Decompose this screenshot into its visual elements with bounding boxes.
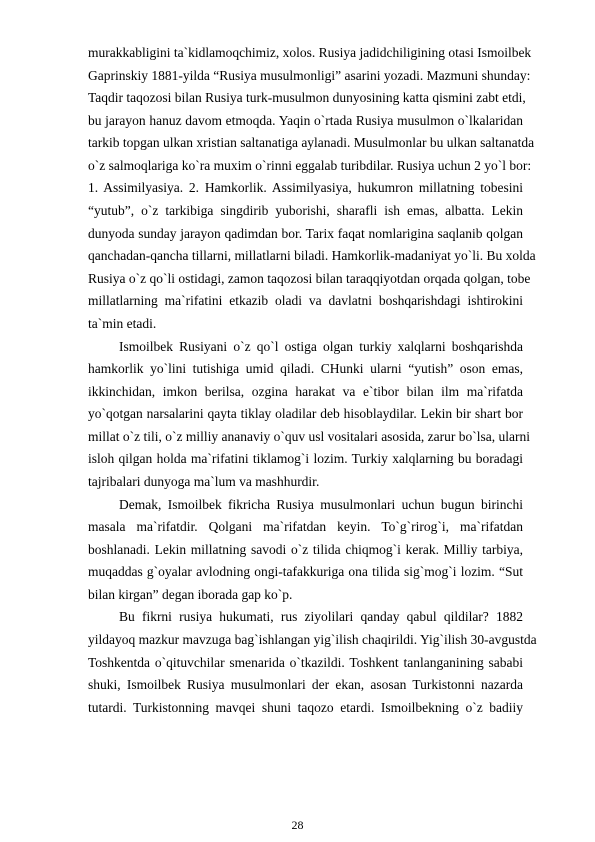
text-line: dunyoda sunday jarayon qadimdan bor. Tarix faqat nomlarigina saqlanib qolgan	[88, 225, 523, 241]
text-line: bilan kirgan” degan iborada gap ko`p.	[88, 586, 293, 602]
body-text	[88, 42, 537, 719]
text-line: masala ma`rifatdir. Qolgani ma`rifatdan keyin. To`g`rirog`i, ma`rifatdan	[88, 519, 523, 535]
text-line: tutardi. Turkistonning mavqei shuni taqozo etardi. Ismoilbekning o`z badiiy	[88, 699, 523, 715]
text-line: tarkib topgan ulkan xristian saltanatiga aylanadi. Musulmonlar bu ulkan saltanatda	[88, 135, 535, 151]
text-line: millatlarning ma`rifatini etkazib oladi va davlatni boshqarishdagi ishtirokini	[88, 293, 523, 309]
text-line: hamkorlik yo`lini tutishiga umid qiladi. CHunki ularni “yutish” oson emas,	[88, 361, 523, 377]
text-line: murakkabligini ta`kidlamoqchimiz, xolos. Rusiya jadidchiligining otasi Ismoilbek	[88, 45, 532, 60]
text-line: qanchadan-qancha tillarni, millatlarni biladi. Hamkorlik-madaniyat yo`li. Bu xolda	[88, 248, 536, 264]
text-line: yo`qotgan narsalarini qayta tiklay oladilar deb hisoblaydilar. Lekin bir shart bor	[88, 406, 523, 422]
text-line: Taqdir taqozosi bilan Rusiya turk-musulmon dunyosining katta qismini zabt etdi,	[88, 90, 526, 106]
text-line: Gaprinskiy 1881-yilda “Rusiya musulmonligi” asarini yozadi. Mazmuni shunday:	[88, 67, 531, 83]
paragraph-start-line: Demak, Ismoilbek fikricha Rusiya musulmonlari uchun bugun birinchi	[119, 496, 523, 512]
text-line: o`z salmoqlariga ko`ra muxim o`rinni eggalab turibdilar. Rusiya uchun 2 yo`l bor:	[88, 157, 532, 173]
text-line: muqaddas g`oyalar avlodning ongi-tafakkuriga ona tilida sig`mog`i lozim. “Sut	[88, 564, 523, 580]
text-line: Rusiya o`z qo`li ostidagi, zamon taqozosi bilan taraqqiyotdan orqada qolgan, tobe	[88, 270, 531, 286]
text-line: shuki, Ismoilbek Rusiya musulmonlari der ekan, asosan Turkistonni nazarda	[88, 677, 523, 693]
text-line: “yutub”, o`z tarkibiga singdirib yuborishi, sharafli ish emas, albatta. Lekin	[88, 203, 523, 219]
text-line: tajribalari dunyoga ma`lum va mashhurdir.	[88, 473, 320, 489]
text-line: 1. Assimilyasiya. 2. Hamkorlik. Assimilyasiya, hukumron millatning tobesini	[88, 180, 523, 196]
text-line: ikkinchidan, imkon berilsa, ozgina harakat va e`tibor bilan ilm ma`rifatda	[88, 383, 523, 399]
text-line: Toshkentda o`qituvchilar smenarida o`tkazildi. Toshkent tanlanganining sababi	[88, 654, 523, 670]
text-line: bu jarayon hanuz davom etmoqda. Yaqin o`rtada Rusiya musulmon o`lkalaridan	[88, 112, 523, 128]
page-number: 28	[291, 818, 304, 832]
text-line: ta`min etadi.	[88, 315, 157, 331]
paragraph-start-line: Bu fikrni rusiya hukumati, rus ziyolilari qanday qabul qildilar? 1882	[119, 609, 523, 625]
text-line: boshlanadi. Lekin millatning savodi o`z tilida chiqmog`i kerak. Milliy tarbiya,	[88, 541, 523, 557]
text-line: millat o`z tili, o`z milliy ananaviy o`quv usl vositalari asosida, zarur bo`lsa, ularni	[88, 428, 531, 444]
text-line: isloh qilgan holda ma`rifatini tiklamog`i lozim. Turkiy xalqlarning bu boradagi	[88, 451, 523, 467]
text-line: yildayoq mazkur mavzuga bag`ishlangan yig`ilish chaqirildi. Yig`ilish 30-avgustda	[88, 632, 537, 648]
paragraph-start-line: Ismoilbek Rusiyani o`z qo`l ostiga olgan turkiy xalqlarni boshqarishda	[119, 338, 523, 354]
